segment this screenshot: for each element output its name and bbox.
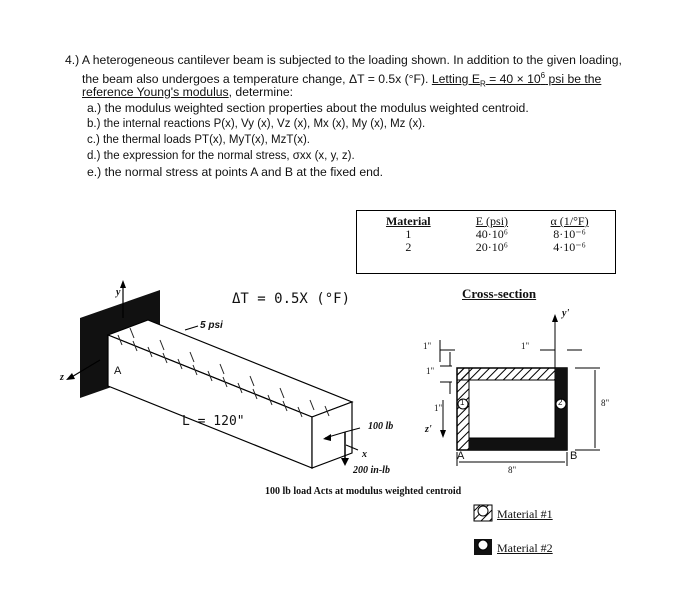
part-e: e.) the normal stress at points A and B at the fixed end. [87,165,384,179]
figure-caption: 100 lb load Acts at modulus weighted centroid [265,486,462,497]
axis-zprime-label: z' [425,424,432,435]
header-e: E (psi) [475,214,509,228]
axis-z-label: z [60,372,64,383]
dim-1in-d: 1" [521,341,530,351]
length-label: L = 120" [182,414,245,429]
cell-e1: 40·10⁶ [475,227,508,241]
reference-modulus-link: Letting $E_R = 40 \times 10^6$ psi be the [431,71,602,89]
point-a-cross-label: A [457,450,465,462]
material-2-bottom [469,438,567,450]
cell-mat1: 1 [405,227,412,241]
part-b: b.) the internal reactions P(x), Vy (x), Vz (x), Mx (x), My (x), Mz (x). [87,118,426,130]
delta-t-label: ΔT = 0.5X (°F) [232,291,351,307]
problem-line-2: the beam also undergoes a temperature change, ΔT = 0.5x (°F). Letting $E_R = 40 \times 10^6$ psi be the [82,71,602,89]
header-alpha: α (1/°F) [550,214,589,228]
dim-1in-a: 1" [423,341,432,351]
cell-mat2: 2 [405,240,412,254]
dim-8in-vertical: 8" [601,398,610,408]
cell-e2: 20·10⁶ [475,240,508,254]
axis-x-label: x [362,449,367,460]
tag-1-label: 1 [460,398,465,407]
legend-material-1: Material #1 [497,507,553,521]
axis-yprime-label: y' [562,308,570,319]
header-material: Material [385,214,431,228]
tag-2-label: 2 [558,398,563,407]
part-c: c.) the thermal loads PT(x), MyT(x), MzT(x). [87,134,310,146]
axis-y-label: y [116,287,121,298]
dim-1in-b: 1" [426,366,435,376]
dim-8in-horizontal: 8" [508,465,517,475]
problem-line-1: 4.) A heterogeneous cantilever beam is subjected to the loading shown. In addition to the given loading, [65,53,622,67]
problem-line-3: reference Young's modulus, determine: [82,85,294,99]
legend-material-2: Material #2 [497,541,553,555]
material-1-top [457,368,555,380]
moment-label: 200 in-lb [353,465,390,476]
dim-1in-c: 1" [434,403,443,413]
point-a-label: A [114,365,122,377]
cell-a1: 8·10⁻⁶ [553,227,586,241]
cell-a2: 4·10⁻⁶ [553,240,586,254]
part-d: d.) the expression for the normal stress, σxx (x, y, z). [87,150,355,162]
part-a: a.) the modulus weighted section properties about the modulus weighted centroid. [87,101,529,115]
cross-section-title: Cross-section [462,286,537,301]
point-load-label: 100 lb [368,421,394,432]
load-psi-label: 5 psi [200,320,223,331]
point-b-label: B [570,450,578,462]
